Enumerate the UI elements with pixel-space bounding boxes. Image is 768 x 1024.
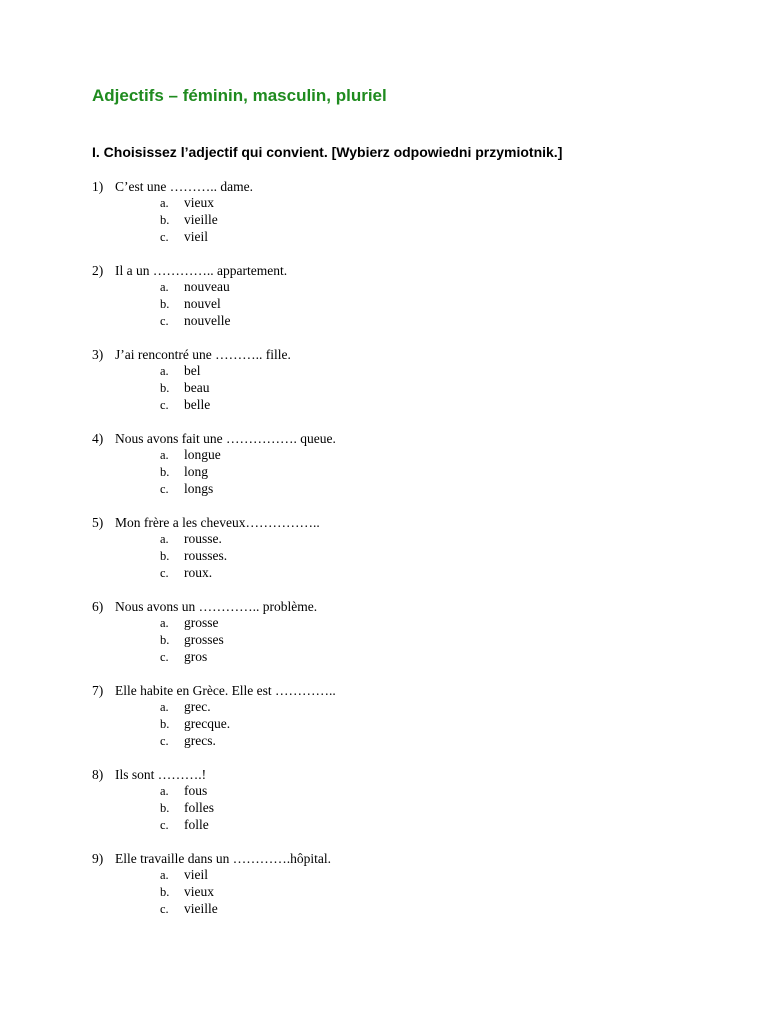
option-text: vieux (184, 195, 214, 210)
question-item (92, 514, 712, 598)
question-item (92, 430, 712, 514)
answer-option (92, 901, 712, 918)
answer-option (92, 699, 712, 716)
answer-option (92, 464, 712, 481)
question-number: 4) (92, 431, 104, 446)
option-text: vieux (184, 883, 214, 899)
option-text: longue (184, 447, 221, 462)
question-text: Nous avons fait une ……………. queue. (115, 431, 336, 446)
option-text: grosse (184, 615, 219, 630)
option-letter: b. (160, 464, 170, 479)
question-item (92, 262, 712, 346)
answer-option (92, 195, 712, 212)
answer-option (92, 649, 712, 666)
answer-option (92, 632, 712, 649)
question-text: Elle travaille dans un ………….hôpital. (115, 851, 331, 866)
option-text: grec. (184, 699, 211, 714)
question-list (92, 178, 712, 934)
question-number: 3) (92, 347, 104, 362)
answer-option (92, 531, 712, 548)
option-text: fous (184, 783, 208, 798)
question-number: 1) (92, 179, 104, 194)
option-text: longs (184, 480, 214, 496)
question-line (92, 766, 712, 783)
option-letter: a. (160, 868, 169, 882)
question-item (92, 178, 712, 262)
option-letter: b. (160, 800, 170, 815)
option-letter: a. (160, 196, 169, 210)
answer-options (92, 363, 712, 413)
answer-option (92, 716, 712, 733)
option-letter: a. (160, 616, 169, 630)
answer-option (92, 884, 712, 901)
question-number: 5) (92, 515, 104, 530)
question-text: Nous avons un ………….. problème. (115, 599, 318, 614)
option-text: folles (184, 799, 214, 815)
option-letter: c. (160, 481, 169, 496)
option-text: nouvel (184, 295, 221, 311)
option-letter: c. (160, 313, 169, 328)
option-text: gros (184, 648, 208, 664)
option-letter: a. (160, 448, 169, 462)
answer-option (92, 548, 712, 565)
option-text: grosses (184, 631, 224, 647)
option-letter: b. (160, 884, 170, 899)
question-item (92, 850, 712, 934)
question-number: 2) (92, 263, 104, 278)
question-number: 7) (92, 683, 104, 698)
question-item (92, 682, 712, 766)
question-line (92, 850, 712, 867)
option-letter: a. (160, 700, 169, 714)
option-letter: c. (160, 565, 169, 580)
option-text: bel (184, 363, 201, 378)
option-text: rousse. (184, 531, 222, 546)
option-text: beau (184, 379, 210, 395)
answer-option (92, 733, 712, 750)
question-number: 9) (92, 851, 104, 866)
answer-option (92, 447, 712, 464)
option-letter: b. (160, 548, 170, 563)
option-letter: c. (160, 649, 169, 664)
question-line (92, 430, 712, 447)
answer-option (92, 380, 712, 397)
answer-option (92, 615, 712, 632)
question-text: Mon frère a les cheveux…………….. (115, 515, 320, 530)
option-letter: a. (160, 532, 169, 546)
answer-option (92, 867, 712, 884)
question-line (92, 178, 712, 195)
answer-option (92, 363, 712, 380)
option-text: vieille (184, 900, 218, 916)
option-letter: c. (160, 733, 169, 748)
answer-option (92, 212, 712, 229)
document-title: Adjectifs – féminin, masculin, pluriel (92, 86, 387, 105)
question-text: Elle habite en Grèce. Elle est ………….. (115, 683, 336, 698)
answer-option (92, 397, 712, 414)
answer-option (92, 481, 712, 498)
option-text: vieille (184, 211, 218, 227)
answer-options (92, 699, 712, 749)
option-text: rousses. (184, 547, 228, 563)
option-text: folle (184, 816, 209, 832)
option-text: grecs. (184, 732, 216, 748)
question-line (92, 262, 712, 279)
option-text: nouveau (184, 279, 230, 294)
option-letter: a. (160, 364, 169, 378)
option-letter: b. (160, 632, 170, 647)
answer-options (92, 615, 712, 665)
option-letter: b. (160, 212, 170, 227)
answer-options (92, 783, 712, 833)
option-letter: a. (160, 784, 169, 798)
option-letter: c. (160, 229, 169, 244)
answer-options (92, 195, 712, 245)
option-letter: c. (160, 901, 169, 916)
option-letter: c. (160, 397, 169, 412)
option-text: long (184, 463, 209, 479)
option-letter: b. (160, 296, 170, 311)
option-text: belle (184, 396, 211, 412)
answer-options (92, 279, 712, 329)
question-line (92, 682, 712, 699)
answer-option (92, 800, 712, 817)
option-letter: b. (160, 716, 170, 731)
question-line (92, 346, 712, 363)
question-item (92, 766, 712, 850)
option-letter: b. (160, 380, 170, 395)
answer-option (92, 296, 712, 313)
answer-option (92, 279, 712, 296)
question-text: Ils sont ……….! (115, 767, 207, 782)
question-text: Il a un ………….. appartement. (115, 263, 288, 278)
option-text: nouvelle (184, 312, 231, 328)
option-text: roux. (184, 564, 213, 580)
question-item (92, 598, 712, 682)
option-text: vieil (184, 228, 208, 244)
answer-option (92, 313, 712, 330)
answer-option (92, 783, 712, 800)
question-item (92, 346, 712, 430)
section-heading: I. Choisissez l’adjectif qui convient. [Wybierz odpowiedni przymiotnik.] (92, 144, 563, 160)
option-text: grecque. (184, 715, 231, 731)
question-number: 8) (92, 767, 104, 782)
option-text: vieil (184, 867, 208, 882)
question-line (92, 598, 712, 615)
answer-options (92, 867, 712, 917)
option-letter: c. (160, 817, 169, 832)
answer-options (92, 447, 712, 497)
option-letter: a. (160, 280, 169, 294)
question-text: J’ai rencontré une ……….. fille. (115, 347, 291, 362)
answer-option (92, 229, 712, 246)
question-number: 6) (92, 599, 104, 614)
answer-option (92, 817, 712, 834)
question-text: C’est une ……….. dame. (115, 179, 253, 194)
answer-options (92, 531, 712, 581)
question-line (92, 514, 712, 531)
answer-option (92, 565, 712, 582)
